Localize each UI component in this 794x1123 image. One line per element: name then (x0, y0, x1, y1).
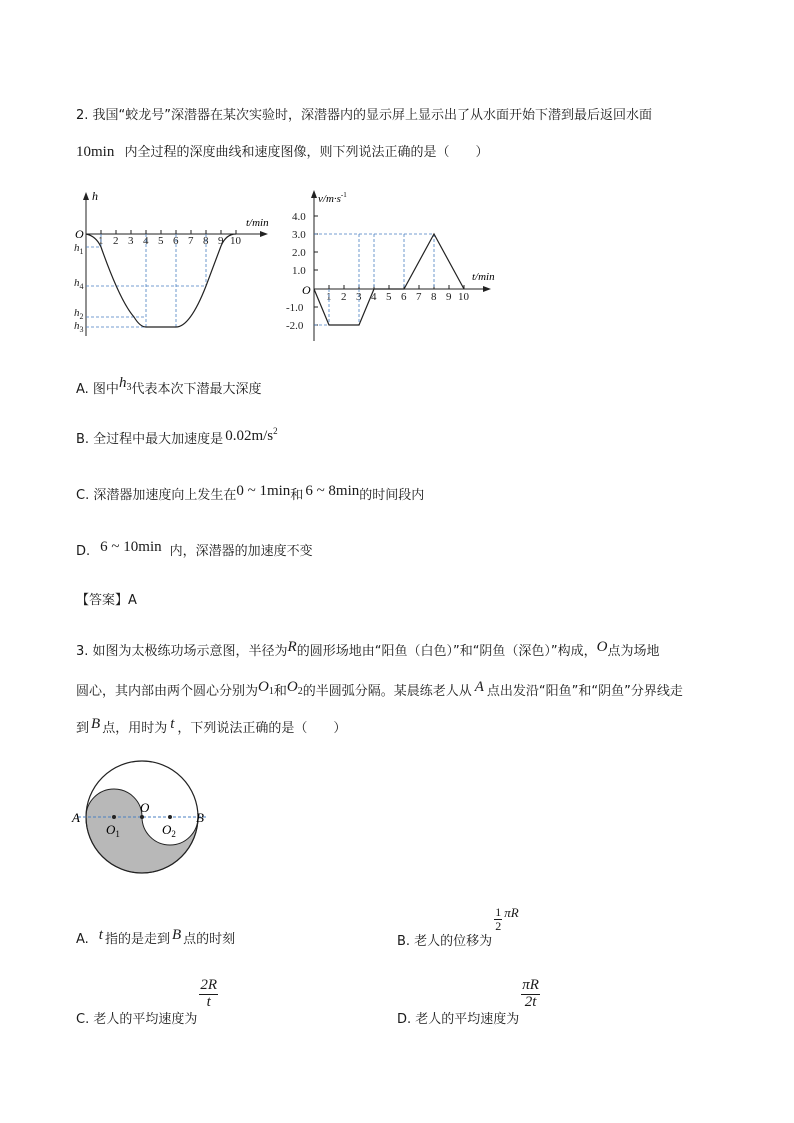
origin-label: O (75, 227, 84, 241)
accel-value: $0.02m/s^2$ (225, 426, 278, 444)
x-tick: 3 (128, 235, 134, 247)
y-tick: -2.0 (286, 320, 304, 332)
y-tick: 3.0 (292, 229, 306, 241)
q2-stem-text: 内全过程的深度曲线和速度图像，则下列说法正确的是（ ） (124, 145, 489, 160)
depth-time-graph (70, 186, 280, 346)
x-tick: 4 (143, 235, 149, 247)
label-B: B (196, 810, 204, 825)
x-tick: 3 (356, 291, 362, 303)
q2-option-d (76, 540, 313, 560)
x-tick: 10 (458, 291, 469, 303)
x-tick: 9 (218, 235, 224, 247)
h3-label: $h_3$ (74, 320, 84, 334)
q2-time-math: 10min (76, 144, 115, 160)
x-tick: 4 (371, 291, 377, 303)
h2-label: $h_2$ (74, 307, 84, 321)
x-tick: 9 (446, 291, 452, 303)
q3-stem-line2: 圆心，其内部由两个圆心分别为$O_1$和$O_2$的半圆弧分隔。某晨练老人从 A 点出发沿“阳鱼”和“阴鱼”分界线走 (76, 679, 683, 699)
q2-stem-line1: 2. 我国“蛟龙号”深潜器在某次实验时，深潜器内的显示屏上显示出了从水面开始下潜到最后返回水面 (76, 108, 653, 123)
label-O2: $O_2$ (162, 822, 176, 839)
h1-label: $h_1$ (74, 242, 84, 256)
interval-2: 6 ~ 8min (305, 483, 360, 499)
taiji-diagram (68, 760, 218, 882)
half-fraction: $\frac{1}{2}$ (495, 905, 502, 933)
option-c-and: 和 (290, 488, 304, 503)
x-tick: 1 (326, 291, 332, 303)
x-tick: 5 (158, 235, 164, 247)
x-tick: 5 (386, 291, 392, 303)
y-tick: 2.0 (292, 247, 306, 259)
option-d-text: D. (76, 544, 91, 559)
option-c-text: C. 深潜器加速度向上发生在 (76, 488, 237, 503)
x-tick: 6 (401, 291, 407, 303)
q3-option-c: C. 老人的平均速度为 $\frac{2R}{t}$ (76, 977, 218, 1027)
x-tick: 6 (173, 235, 179, 247)
velocity-line (314, 234, 464, 325)
q2-option-c (76, 484, 424, 504)
q3-option-b: B. 老人的位移为 $\frac{1}{2}$ πR (397, 904, 519, 949)
x-tick: 7 (188, 235, 194, 247)
q2-option-a (76, 375, 262, 399)
q3-stem-line3: 到 B 点，用时为 t ，下列说法正确的是（ ） (76, 716, 347, 736)
option-d-post: 内，深潜器的加速度不变 (169, 544, 313, 559)
velocity-time-graph (286, 186, 504, 346)
v-axis-label: $v/m\cdot s^{-1}$ (318, 191, 347, 205)
option-a-text: A. 图中 (76, 382, 119, 397)
x-tick: 1 (98, 235, 104, 247)
v-origin-label: O (302, 283, 311, 297)
option-c-post: 的时间段内 (359, 488, 425, 503)
frac-piR-over-2t: $\frac{\pi R}{2t}$ (522, 977, 539, 1010)
depth-curve (86, 234, 236, 327)
v-t-axis-label: t/min (472, 271, 495, 283)
frac-2R-over-t: $\frac{2R}{t}$ (200, 977, 218, 1010)
interval-1: 0 ~ 1min (236, 483, 291, 499)
h-axis-label: h (92, 189, 98, 203)
q2-option-b (76, 428, 278, 448)
depth-x-ticks (98, 235, 242, 247)
x-tick: 7 (416, 291, 422, 303)
t-axis-label: t/min (246, 217, 269, 229)
option-a-text-post: 代表本次下潜最大深度 (131, 382, 262, 397)
label-O1: $O_1$ (106, 822, 120, 839)
x-tick: 8 (203, 235, 209, 247)
y-tick: 1.0 (292, 265, 306, 277)
q3-option-d: D. 老人的平均速度为 $\frac{\pi R}{2t}$ (397, 977, 539, 1027)
q3-option-a: A. t 指的是走到 B 点的时刻 (76, 927, 236, 947)
x-tick: 2 (113, 235, 119, 247)
y-tick: -1.0 (286, 302, 304, 314)
q2-answer: 【答案】A (76, 593, 137, 608)
q2-stem-line2 (76, 141, 489, 161)
x-tick: 2 (341, 291, 347, 303)
y-tick: 4.0 (292, 211, 306, 223)
interval-d: 6 ~ 10min (100, 539, 162, 555)
h3-var: $h_3$ (118, 375, 132, 393)
option-b-text: B. 全过程中最大加速度是 (76, 432, 224, 447)
h4-label: $h_4$ (74, 277, 84, 291)
label-O: O (140, 800, 150, 815)
q3-stem-line1: 3. 如图为太极练功场示意图，半径为R的圆形场地由“阳鱼（白色）”和“阴鱼（深色）”构成，O点为场地 (76, 639, 660, 659)
x-tick: 10 (230, 235, 241, 247)
x-tick: 8 (431, 291, 437, 303)
label-A: A (72, 810, 80, 825)
